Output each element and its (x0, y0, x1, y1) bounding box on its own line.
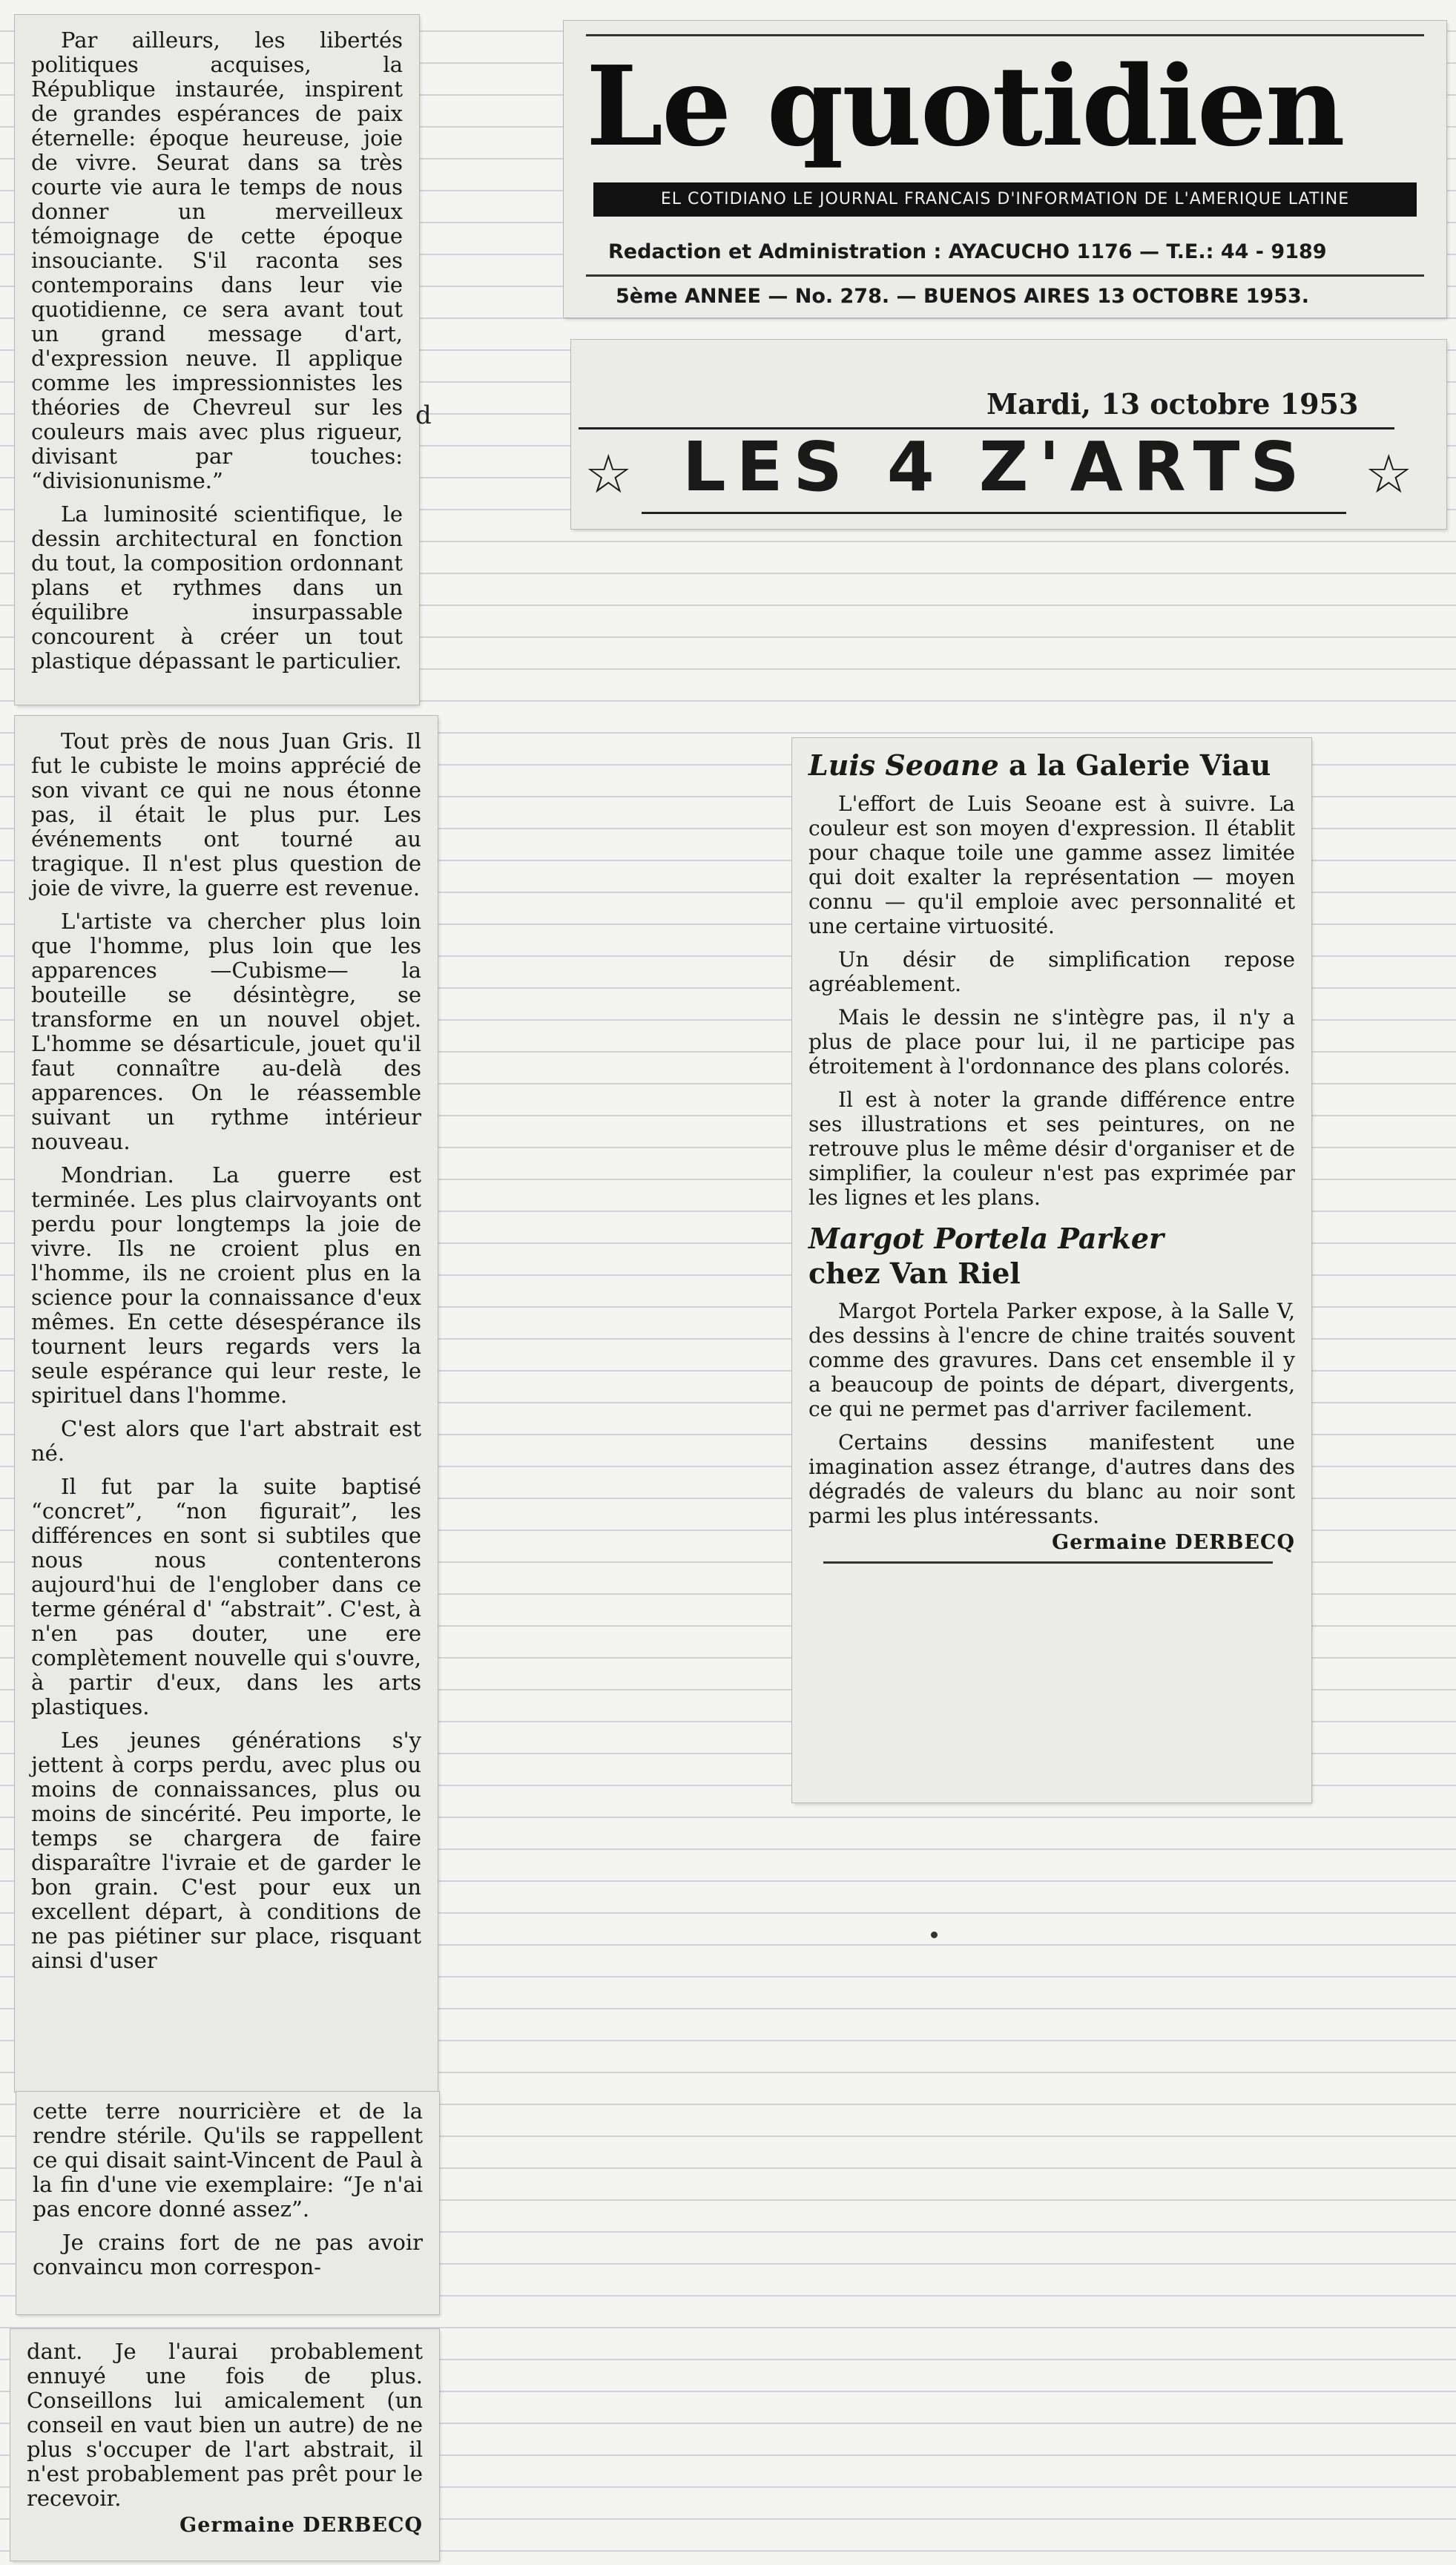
paragraph: Un désir de simplification repose agréablement. (808, 947, 1295, 996)
section-header (571, 340, 1446, 529)
paragraph: L'effort de Luis Seoane est à suivre. La couleur est son moyen d'expression. Il établit pour chaque toile une gamme assez limitée qui doit exalter la représentation — moyen connu — qu'il emploie avec personnalité et une certaine virtuosité. (808, 791, 1295, 938)
article-clipping-2 (15, 716, 438, 2092)
paragraph: Mais le dessin ne s'intègre pas, il n'y a plus de place pour lui, il ne participe pas étroitement à l'ordonnance des plans colorés. (808, 1005, 1295, 1079)
masthead-subtitle-band: EL COTIDIANO LE JOURNAL FRANCAIS D'INFORMATION DE L'AMERIQUE LATINE (593, 182, 1417, 217)
newspaper-title: Le quotidien (586, 42, 1344, 171)
paragraph: Par ailleurs, les libertés politiques acquises, la République instaurée, inspirent de grandes espérances de paix éternelle: époque heureuse, joie de vivre. Seurat dans sa très courte vie aura le temps de nous donner un merveilleux témoignage de cette époque insouciante. S'il raconta ses contemporains dans leur vie quotidienne, ce sera avant tout un grand message d'art, d'expression neuve. Il applique comme les impressionnistes les théories de Chevreul sur les couleurs mais avec plus rigueur, divisant par touches: “divisionunisme.” (31, 27, 403, 493)
masthead-mid-rule (586, 274, 1424, 277)
paragraph: Certains dessins manifestent une imagination assez étrange, d'autres dans des dégradés de valeurs du blanc au noir sont parmi les plus intéressants. (808, 1430, 1295, 1528)
article-clipping-1 (15, 15, 419, 705)
newspaper-masthead (564, 21, 1446, 317)
paragraph: Mondrian. La guerre est terminée. Les plus clairvoyants ont perdu pour longtemps la joie de vivre. Ils ne croient plus en l'homme, ils ne croient plus en la science pour la connaissance d'eux mêmes. En cette désespérance ils tournent leurs regards vers la seule espérance qui leur reste, le spirituel dans l'homme. (31, 1162, 421, 1408)
paragraph: Margot Portela Parker expose, à la Salle V, des dessins à l'encre de chine traités souvent comme des gravures. Dans cet ensemble il y a beaucoup de points de départ, divergents, ce qui ne permet pas d'arriver facilement. (808, 1299, 1295, 1421)
review-bottom-rule (823, 1561, 1273, 1564)
paragraph: L'artiste va chercher plus loin que l'homme, plus loin que les apparences —Cubisme— la bouteille se désintègre, se transforme en un nouvel objet. L'homme se désarticule, jouet qu'il faut connaître au-delà des apparences. On le réassemble suivant un rythme intérieur nouveau. (31, 909, 421, 1154)
paragraph: dant. Je l'aurai probablement ennuyé une fois de plus. Conseillons lui amicalement (un conseil en vaut bien un autre) de ne plus s'occuper de l'art abstrait, il n'est probablement pas prêt pour le recevoir. (27, 2339, 423, 2511)
artist-name: Luis Seoane (808, 748, 999, 782)
artist-name: Margot Portela Parker (808, 1222, 1165, 1255)
section-bottom-rule (642, 512, 1346, 514)
masthead-address: Redaction et Administration : AYACUCHO 1176 — T.E.: 44 - 9189 (608, 240, 1327, 263)
ink-dot (931, 1932, 938, 1938)
review-heading-seoane (808, 748, 1295, 783)
signature: Germaine DERBECQ (179, 2514, 423, 2537)
paragraph: C'est alors que l'art abstrait est né. (31, 1416, 421, 1466)
pen-mark: d (415, 401, 432, 430)
paragraph: cette terre nourricière et de la rendre stérile. Qu'ils se rappellent ce qui disait saint-Vincent de Paul à la fin d'une vie exemplaire: “Je n'ai pas encore donné assez”. (33, 2098, 423, 2222)
masthead-issue: 5ème ANNEE — No. 278. — BUENOS AIRES 13 OCTOBRE 1953. (616, 285, 1310, 308)
section-date: Mardi, 13 octobre 1953 (986, 387, 1359, 421)
masthead-top-rule (586, 34, 1424, 36)
heading-rest: a la Galerie Viau (998, 748, 1271, 782)
star-icon: ☆ (584, 443, 633, 505)
review-heading-parker (808, 1222, 1295, 1256)
section-heading: LES 4 Z'ARTS (682, 427, 1310, 507)
paragraph: Tout près de nous Juan Gris. Il fut le cubiste le moins apprécié de son vivant ce qui ne nous étonne pas, il était le plus pur. Les événements ont tourné au tragique. Il n'est plus question de joie de vivre, la guerre est revenue. (31, 728, 421, 900)
article-clipping-3 (16, 2092, 439, 2314)
paragraph: Je crains fort de ne pas avoir convaincu mon correspon- (33, 2230, 423, 2279)
paragraph: Il est à noter la grande différence entre ses illustrations et ses peintures, on ne retrouve plus le même désir d'organiser et de simplifier, la couleur n'est pas exprimée par les lignes et les plans. (808, 1087, 1295, 1210)
paragraph: Les jeunes générations s'y jettent à corps perdu, avec plus ou moins de connaissances, plus ou moins de sincérité. Peu importe, le temps se chargera de faire disparaître l'ivraie et de garder le bon grain. C'est pour eux un excellent départ, à conditions de ne pas piétiner sur place, risquant ainsi d'user (31, 1728, 421, 1973)
review-subheading: chez Van Riel (808, 1257, 1021, 1290)
paragraph: La luminosité scientifique, le dessin architectural en fonction du tout, la composition ordonnant plans et rythmes dans un équilibre insurpassable concourent à créer un tout plastique dépassant le particulier. (31, 501, 403, 674)
paragraph: Il fut par la suite baptisé “concret”, “non figurait”, les différences en sont si subtiles que nous nous contenterons aujourd'hui de l'englober dans ce terme général d' “abstrait”. C'est, à n'en pas douter, une ere complètement nouvelle qui s'ouvre, à partir d'eux, dans les arts plastiques. (31, 1474, 421, 1719)
article-clipping-4 (10, 2329, 439, 2561)
signature: Germaine DERBECQ (1052, 1531, 1295, 1554)
star-icon: ☆ (1365, 443, 1413, 505)
review-clipping (792, 738, 1311, 1802)
